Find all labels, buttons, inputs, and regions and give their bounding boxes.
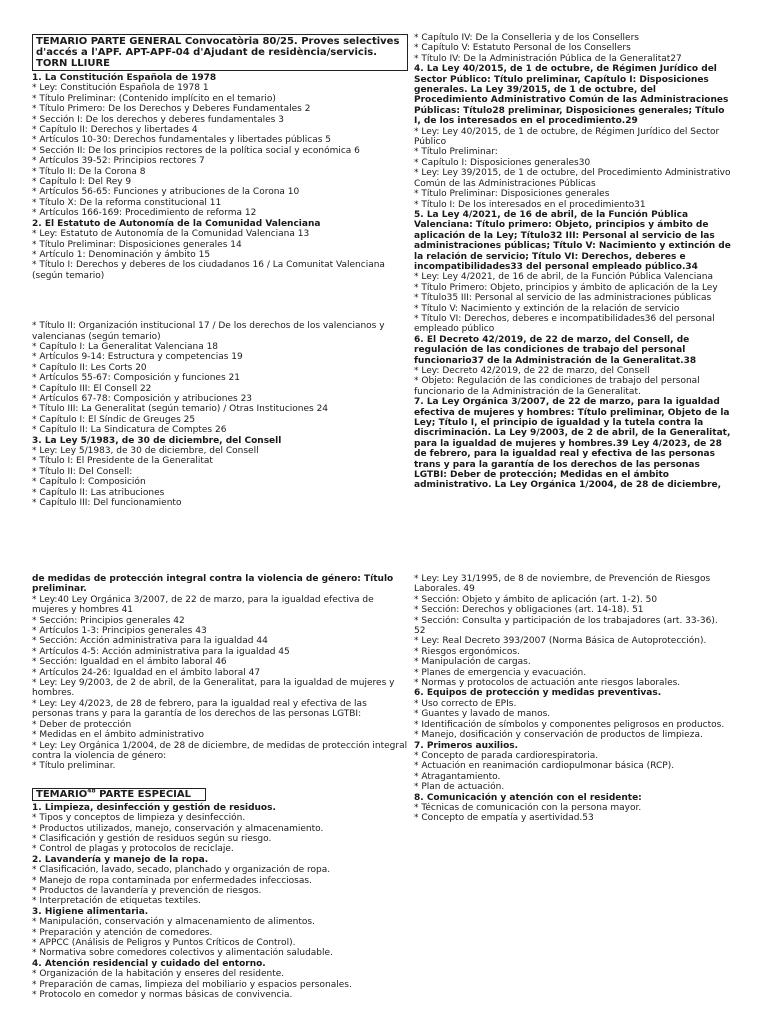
list-item: * Artículos 1-3: Principios generales 43: [32, 626, 207, 637]
list-item: * Planes de emergencia y evacuación.: [414, 667, 587, 678]
list-item: * Título preliminar.: [32, 761, 116, 772]
list-item: * Artículos 67-78: Composición y atribuciones 23: [32, 393, 253, 404]
section-heading: de medidas de protección integral contra la violencia de género: Título preliminar.: [32, 574, 394, 595]
list-item: * Ley: Real Decreto 393/2007 (Norma Básica de Autoprotección).: [414, 636, 707, 647]
list-item: * Concepto de empatía y asertividad.53: [414, 813, 594, 824]
list-item: * Manejo de ropa contaminada por enfermedades infecciosas.: [32, 875, 312, 886]
list-item: * Ley: Ley Orgánica 1/2004, de 28 de diciembre, de medidas de protección integral contra la violencia de género:: [32, 740, 408, 761]
section-heading: 1. Limpieza, desinfección y gestión de residuos.: [32, 802, 276, 813]
list-item: * Técnicas de comunicación con la persona mayor.: [414, 802, 642, 813]
list-item: * Título V: Nacimiento y extinción de la relación de servicio: [414, 303, 680, 314]
list-item: * Capítulo II: La Sindicatura de Comptes 26: [32, 425, 227, 436]
list-item: * Artículos 56-65: Funciones y atribuciones de la Corona 10: [32, 187, 300, 198]
list-item: * Preparación de camas, limpieza del mobiliario y espacios personales.: [32, 979, 352, 990]
list-item: * Título X: De la reforma constitucional 11: [32, 197, 222, 208]
list-item: * Ley: Ley 39/2015, de 1 de octubre, del Procedimiento Administrativo Común de las Administraciones Públicas: [414, 168, 731, 189]
list-item: * Título35 III: Personal al servicio de las administraciones públicas: [414, 293, 712, 304]
column-3-list-a: [32, 574, 408, 772]
list-item: * Ley: Ley 5/1983, de 30 de diciembre, del Consell: [32, 446, 259, 456]
column-2-list: [414, 33, 732, 491]
column-4-list: [414, 574, 732, 824]
list-item: * Capítulo III: Del funcionamiento: [32, 498, 182, 509]
list-item: * Capítulo I: La Generalitat Valenciana 18: [32, 341, 219, 352]
list-item: * Tipos y conceptos de limpieza y desinfección.: [32, 813, 246, 824]
list-item: * Sección: Derechos y obligaciones (art. 14-18). 51: [414, 605, 644, 616]
section-heading: 2. Lavandería y manejo de la ropa.: [32, 854, 209, 865]
list-item: * Clasificación y gestión de residuos según su riesgo.: [32, 833, 272, 844]
list-item: * Título IV: De la Administración Pública de la Generalitat27: [414, 53, 682, 64]
section-heading: 1. La Constitución Española de 1978: [32, 73, 217, 83]
column-3: [32, 574, 408, 1000]
list-item: * Título III: La Generalitat (según temario) / Otras Instituciones 24: [32, 404, 329, 415]
list-item: * Ley: Decreto 42/2019, de 22 de marzo, del Consell: [414, 366, 650, 376]
list-item: * Título I: De los interesados en el procedimiento31: [414, 199, 646, 210]
list-item: * Sección: Acción administrativa para la igualdad 44: [32, 636, 268, 647]
list-item: * Capítulo II: Les Corts 20: [32, 362, 147, 373]
list-item: * Artículos 9-14: Estructura y competencias 19: [32, 352, 243, 363]
list-item: * Manipulación de cargas.: [414, 657, 531, 668]
list-item: * Título Primero: Objeto, principios y ámbito de aplicación de la Ley: [414, 282, 718, 293]
list-item: * Identificación de símbolos y componentes peligrosos en productos.: [414, 719, 725, 730]
list-item: * Capítulo III: El Consell 22: [32, 383, 152, 394]
section-heading: 2. El Estatuto de Autonomía de la Comunidad Valenciana: [32, 218, 321, 229]
list-item: * Título II: De la Corona 8: [32, 166, 146, 177]
list-item: * Objeto: Regulación de las condiciones de trabajo del personal funcionario de la Administración de la Generalitat.: [414, 376, 700, 397]
list-item: * Capítulo II: Las atribuciones: [32, 487, 165, 498]
list-item: * APPCC (Análisis de Peligros y Puntos Críticos de Control).: [32, 938, 296, 948]
list-item: * Plan de actuación.: [414, 782, 505, 793]
list-item: * Artículos 10-30: Derechos fundamentales y libertades públicas 5: [32, 135, 332, 146]
list-item: * Título I: El Presidente de la Generalitat: [32, 456, 213, 467]
column-4: [414, 574, 732, 824]
column-1-list-a: [32, 73, 408, 281]
list-item: * Clasificación, lavado, secado, planchado y organización de ropa.: [32, 865, 331, 876]
section-heading: 5. La Ley 4/2021, de 16 de abril, de la Función Pública Valenciana: Título primero: Objeto, principios y ámbito de aplicación de la Ley; Título32 III: Personal al servicio de las administraciones públicas; Título V: Nacimiento y extinción de la relación de servicio; Título VI: Derechos, deberes e incompatibilidades33 del personal empleado público.34: [414, 209, 731, 272]
column-1-list-b: [32, 321, 408, 508]
list-item: * Ley:40 Ley Orgánica 3/2007, de 22 de marzo, para la igualdad efectiva de mujeres y hombres 41: [32, 594, 374, 616]
list-item: * Riesgos ergonómicos.: [414, 646, 520, 657]
list-item: * Interpretación de etiquetas textiles.: [32, 896, 201, 907]
list-item: * Guantes y lavado de manos.: [414, 709, 551, 720]
list-item: * Capítulo IV: De la Conselleria y de los Consellers: [414, 33, 639, 43]
special-header-rest: PARTE ESPECIAL: [95, 788, 192, 800]
list-item: * Deber de protección: [32, 719, 132, 730]
list-item: * Sección: Igualdad en el ámbito laboral 46: [32, 657, 227, 668]
list-item: * Título Preliminar: Disposiciones generales 14: [32, 239, 242, 250]
list-item: * Normativa sobre comedores colectivos y alimentación saludable.: [32, 948, 333, 959]
list-item: * Ley: Ley 4/2021, de 16 de abril, de la Función Pública Valenciana: [414, 272, 713, 283]
special-syllabus-header: [32, 788, 206, 801]
list-item: * Preparación y atención de comedores.: [32, 927, 213, 938]
list-item: * Título Preliminar:: [414, 147, 498, 158]
list-item: * Productos utilizados, manejo, conservación y almacenamiento.: [32, 823, 324, 834]
list-item: * Ley: Ley 4/2023, de 28 de febrero, para la igualdad real y efectiva de las personas trans y para la garantía de los derechos de las personas LGTBI:: [32, 698, 367, 720]
list-item: * Sección I: De los derechos y deberes fundamentales 3: [32, 114, 284, 125]
list-item: * Título I: Derechos y deberes de los ciudadanos 16 / La Comunitat Valenciana (según temario): [32, 260, 385, 281]
list-item: * Sección: Principios generales 42: [32, 615, 185, 626]
list-item: * Artículos 166-169: Procedimiento de reforma 12: [32, 208, 257, 219]
column-3-list-b: [32, 803, 408, 1001]
list-item: * Sección II: De los principios rectores de la política social y económica 6: [32, 145, 360, 156]
section-heading: 6. Equipos de protección y medidas preventivas.: [414, 688, 662, 699]
list-item: * Título II: Organización institucional 17 / De los derechos de los valencianos y valencianas (según temario): [32, 321, 385, 342]
list-item: * Control de plagas y protocolos de reciclaje.: [32, 844, 234, 855]
list-item: * Ley: Ley 31/1995, de 8 de noviembre, de Prevención de Riesgos Laborales. 49: [414, 574, 711, 595]
section-heading: 7. Primeros auxilios.: [414, 740, 519, 751]
list-item: * Título Primero: De los Derechos y Deberes Fundamentales 2: [32, 104, 311, 115]
column-2: [414, 33, 732, 491]
list-item: * Capítulo I: Del Rey 9: [32, 177, 132, 188]
list-item: * Medidas en el ámbito administrativo: [32, 730, 205, 741]
list-item: * Uso correcto de EPIs.: [414, 698, 517, 709]
list-item: * Sección: Objeto y ámbito de aplicación (art. 1-2). 50: [414, 594, 658, 605]
list-item: * Capítulo V: Estatuto Personal de los Consellers: [414, 43, 631, 54]
list-item: * Ley: Estatuto de Autonomía de la Comunidad Valenciana 13: [32, 229, 310, 240]
special-header-label: TEMARIO: [36, 788, 88, 800]
list-item: * Título VI: Derechos, deberes e incompatibilidades36 del personal empleado público: [414, 313, 715, 335]
section-heading: 7. La Ley Orgánica 3/2007, de 22 de marzo, para la igualdad efectiva de mujeres y hombres: Título preliminar, Objeto de la Ley; Título I, el principio de igualdad y la tutela contra la discriminación. La Ley 9/2003, de 2 de abril, de la Generalitat, para la igualdad de mujeres y hombres.39 Ley 4/2023, de 28 de febrero, para la igualdad real y efectiva de las personas trans y para la garantía de los derechos de las personas LGTBI: Deber de protección; Medidas en el ámbito administrativo. La Ley Orgánica 1/2004, de 28 de diciembre,: [414, 397, 731, 491]
section-heading: 4. Atención residencial y cuidado del entorno.: [32, 958, 266, 969]
list-item: * Organización de la habitación y enseres del residente.: [32, 969, 285, 980]
list-item: * Manejo, dosificación y conservación de productos de limpieza.: [414, 730, 703, 741]
list-item: * Concepto de parada cardiorespiratoria.: [414, 750, 599, 761]
list-item: * Artículo 1: Denominación y ámbito 15: [32, 249, 211, 260]
list-item: * Capítulo I: El Síndic de Greuges 25: [32, 414, 196, 425]
special-header-footnote: 48: [87, 787, 96, 795]
list-item: * Capítulo I: Disposiciones generales30: [414, 157, 591, 168]
section-heading: 3. Higiene alimentaria.: [32, 906, 149, 917]
list-item: * Artículos 4-5: Acción administrativa para la igualdad 45: [32, 646, 290, 657]
list-item: * Artículos 39-52: Principios rectores 7: [32, 156, 205, 167]
list-item: * Capítulo I: Composición: [32, 477, 146, 488]
list-item: * Capítulo II: Derechos y libertades 4: [32, 125, 198, 136]
section-heading: 6. El Decreto 42/2019, de 22 de marzo, del Consell, de regulación de las condiciones de trabajo del personal funcionario37 de la Administración de la Generalitat.38: [414, 334, 697, 366]
section-heading: 4. La Ley 40/2015, de 1 de octubre, de Régimen Jurídico del Sector Público: Título preliminar, Capítulo I: Disposiciones generales. La Ley 39/2015, de 1 de octubre, del Procedimiento Administrativo Común de las Administraciones Públicas: Título28 preliminar, Disposiciones generales; Título I, de los interesados en el procedimiento.29: [414, 64, 729, 127]
list-item: * Ley: Ley 9/2003, de 2 de abril, de la Generalitat, para la igualdad de mujeres y hombres.: [32, 678, 395, 699]
list-item: * Actuación en reanimación cardiopulmonar básica (RCP).: [414, 761, 675, 772]
list-item: * Artículos 24-26: Igualdad en el ámbito laboral 47: [32, 667, 261, 678]
list-item: * Normas y protocolos de actuación ante riesgos laborales.: [414, 678, 681, 689]
section-heading: 8. Comunicación y atención con el residente:: [414, 792, 642, 803]
list-item: * Título Preliminar: (Contenido implícito en el temario): [32, 93, 276, 104]
general-syllabus-header: TEMARIO PARTE GENERAL Convocatòria 80/25. Proves selectives d'accés a l'APF. APT-APF-04 d'Ajudant de residència/servicis. TORN LLIURE: [32, 34, 408, 71]
list-item: * Título Preliminar: Disposiciones generales: [414, 189, 610, 200]
section-heading: 3. La Ley 5/1983, de 30 de diciembre, del Consell: [32, 435, 282, 446]
list-item: * Sección: Consulta y participación de los trabajadores (art. 33-36). 52: [414, 615, 718, 637]
list-item: * Ley: Constitución Española de 1978 1: [32, 83, 209, 94]
spacer: [32, 281, 408, 321]
list-item: * Productos de lavandería y prevención de riesgos.: [32, 885, 262, 896]
list-item: * Artículos 55-67: Composición y funciones 21: [32, 373, 240, 384]
list-item: * Atragantamiento.: [414, 771, 501, 782]
list-item: * Manipulación, conservación y almacenamiento de alimentos.: [32, 917, 315, 928]
list-item: * Ley: Ley 40/2015, de 1 de octubre, de Régimen Jurídico del Sector Público: [414, 126, 720, 148]
column-1: [32, 34, 408, 508]
list-item: * Título II: Del Consell:: [32, 466, 133, 477]
list-item: * Protocolo en comedor y normas básicas de convivencia.: [32, 990, 293, 1001]
